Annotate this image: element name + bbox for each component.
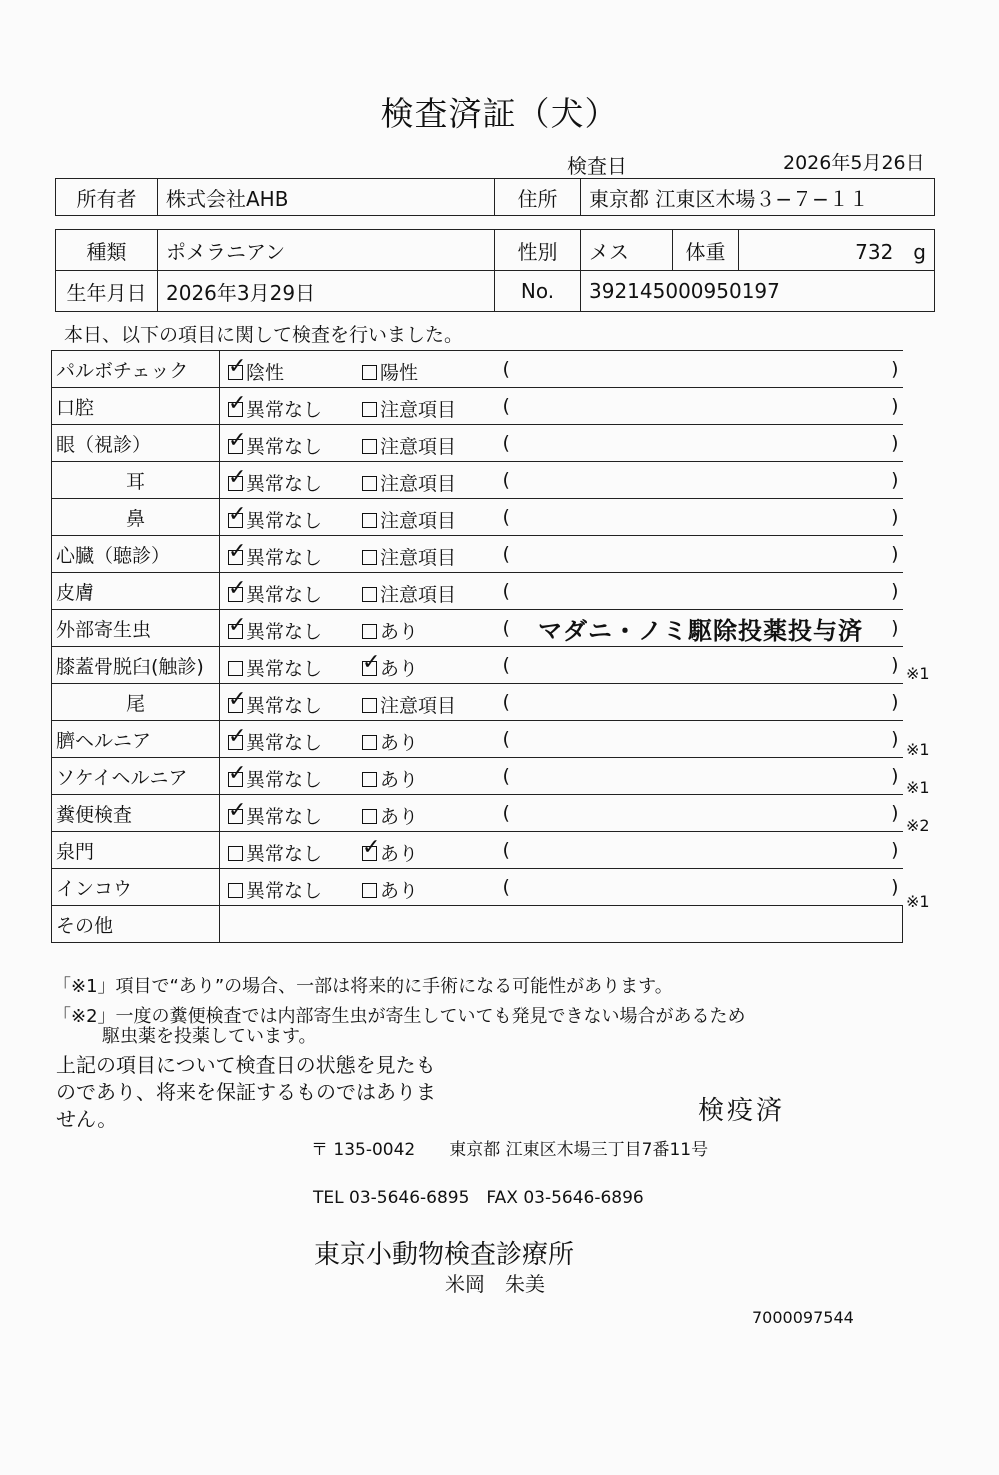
- option-label: 注意項目: [380, 695, 457, 717]
- close-paren: ): [891, 728, 899, 750]
- close-paren: ): [891, 765, 899, 787]
- check-item-text: 心臓（聴診）: [56, 544, 171, 567]
- check-item-text: 皮膚: [56, 581, 95, 604]
- option-label: あり: [380, 769, 419, 791]
- check-item-label: [52, 721, 220, 758]
- option-label: 注意項目: [380, 584, 457, 606]
- option-label: あり: [380, 658, 419, 680]
- check-item-label: [52, 536, 220, 573]
- address-label: 住所: [495, 179, 581, 216]
- option-normal-checkbox[interactable]: [228, 576, 323, 607]
- option-normal-checkbox[interactable]: [228, 724, 323, 755]
- close-paren: ): [891, 432, 899, 454]
- checkbox-icon: [228, 539, 247, 565]
- close-paren: ): [891, 543, 899, 565]
- address-value: 東京都 江東区木場３−７−１１: [581, 179, 935, 216]
- check-item-label: [52, 573, 220, 610]
- option-label: 注意項目: [380, 510, 457, 532]
- check-options: [220, 795, 495, 832]
- option-label: 陰性: [246, 362, 285, 384]
- close-paren: ): [891, 691, 899, 713]
- check-item-text: 外部寄生虫: [56, 618, 152, 641]
- open-paren: (: [502, 654, 510, 676]
- check-row: [52, 610, 903, 647]
- check-row: [52, 388, 903, 425]
- open-paren: (: [502, 469, 510, 491]
- option-label: 異常なし: [246, 547, 323, 569]
- check-row: [52, 721, 903, 758]
- owner-label: 所有者: [56, 179, 158, 216]
- option-finding-checkbox[interactable]: [362, 395, 456, 422]
- check-options: [220, 832, 495, 869]
- footnote-2: 「※2」一度の糞便検査では内部寄生虫が寄生していても発見できない場合があるため: [53, 1006, 746, 1027]
- clinic-phone: TEL 03-5646-6895 FAX 03-5646-6896: [313, 1188, 644, 1208]
- check-note: [495, 425, 903, 462]
- check-item-label: [52, 795, 220, 832]
- checkbox-icon: [362, 883, 377, 898]
- option-label: 異常なし: [246, 732, 323, 754]
- birth-value: 2026年3月29日: [158, 271, 495, 312]
- check-mark-icon: ✓: [228, 724, 247, 749]
- check-item-text: 口腔: [56, 396, 95, 419]
- option-normal-checkbox[interactable]: [228, 761, 323, 792]
- inspection-date-label: 検査日: [567, 154, 627, 178]
- check-options: [220, 869, 495, 906]
- check-note: [495, 499, 903, 536]
- option-label: 異常なし: [246, 584, 323, 606]
- option-label: 異常なし: [246, 843, 323, 865]
- check-mark-icon: ✓: [228, 576, 247, 601]
- check-note: [495, 832, 903, 869]
- check-options: [220, 425, 495, 462]
- option-finding-checkbox[interactable]: [362, 765, 418, 792]
- check-item-label: [52, 388, 220, 425]
- open-paren: (: [502, 691, 510, 713]
- check-row: [52, 869, 903, 906]
- open-paren: (: [502, 728, 510, 750]
- other-value: [220, 906, 903, 943]
- close-paren: ): [891, 395, 899, 417]
- check-options: [220, 462, 495, 499]
- check-note: [495, 758, 903, 795]
- document-title: 検査済証（犬）: [380, 94, 619, 133]
- option-finding-checkbox[interactable]: [362, 469, 456, 496]
- checkbox-icon: [228, 687, 247, 713]
- check-item-text: 膝蓋骨脱臼(触診): [56, 655, 204, 678]
- check-mark-icon: ✓: [362, 650, 381, 675]
- check-mark-icon: ✓: [228, 502, 247, 527]
- check-item-label: [52, 499, 220, 536]
- check-options: [220, 647, 495, 684]
- checkbox-icon: [228, 391, 247, 417]
- option-label: 注意項目: [380, 399, 457, 421]
- close-paren: ): [891, 358, 899, 380]
- other-row: [52, 906, 903, 943]
- footnote-mark: ※1: [906, 892, 930, 911]
- checkbox-icon: [362, 365, 377, 380]
- option-normal-checkbox[interactable]: [228, 654, 322, 681]
- check-item-text: パルボチェック: [56, 359, 189, 382]
- check-item-text: 耳: [125, 470, 145, 493]
- check-note: [495, 388, 903, 425]
- close-paren: ): [891, 802, 899, 824]
- check-note: [495, 536, 903, 573]
- checkbox-icon: [228, 761, 247, 787]
- option-normal-checkbox[interactable]: [228, 613, 323, 644]
- option-label: 異常なし: [246, 806, 323, 828]
- check-options: [220, 536, 495, 573]
- check-options: [220, 573, 495, 610]
- checkbox-icon: [362, 809, 377, 824]
- check-note: [495, 462, 903, 499]
- clinic-address: 〒 135-0042 東京都 江東区木場三丁目7番11号: [311, 1140, 709, 1160]
- check-row: [52, 462, 903, 499]
- option-label: 異常なし: [246, 695, 323, 717]
- checkbox-icon: [228, 798, 247, 824]
- option-finding-checkbox[interactable]: [362, 617, 418, 644]
- clinic-name: 東京小動物検査診療所: [314, 1240, 575, 1270]
- footnote-mark: ※1: [906, 740, 930, 759]
- open-paren: (: [502, 432, 510, 454]
- check-options: [220, 388, 495, 425]
- option-finding-checkbox[interactable]: [362, 835, 419, 866]
- checkbox-icon: [362, 735, 377, 750]
- option-label: あり: [380, 843, 419, 865]
- breed-label: 種類: [56, 230, 158, 271]
- check-row: [52, 499, 903, 536]
- check-row: [52, 832, 903, 869]
- option-label: あり: [380, 806, 419, 828]
- option-label: 異常なし: [246, 473, 323, 495]
- check-item-label: [52, 462, 220, 499]
- check-item-label: [52, 610, 220, 647]
- checkbox-icon: [362, 476, 377, 491]
- no-label: No.: [495, 271, 581, 312]
- breed-value: ポメラニアン: [158, 230, 495, 271]
- checkbox-icon: [362, 624, 377, 639]
- check-mark-icon: ✓: [228, 539, 247, 564]
- note-text: マダニ・ノミ駆除投薬投与済: [538, 616, 863, 645]
- other-label: その他: [52, 906, 220, 943]
- checkbox-icon: [228, 846, 243, 861]
- check-note: [495, 647, 903, 684]
- checkbox-icon: [228, 613, 247, 639]
- checkbox-icon: [362, 402, 377, 417]
- option-finding-checkbox[interactable]: [362, 543, 456, 570]
- open-paren: (: [502, 358, 510, 380]
- check-row: [52, 684, 903, 721]
- quarantine-stamp: 検疫済: [698, 1096, 786, 1126]
- check-options: [220, 758, 495, 795]
- open-paren: (: [502, 580, 510, 602]
- check-row: [52, 647, 903, 684]
- open-paren: (: [502, 839, 510, 861]
- check-mark-icon: ✓: [228, 428, 247, 453]
- option-finding-checkbox[interactable]: [362, 728, 418, 755]
- option-label: 注意項目: [380, 436, 457, 458]
- checkbox-icon: [228, 724, 247, 750]
- close-paren: ): [891, 469, 899, 491]
- check-mark-icon: ✓: [228, 613, 247, 638]
- check-note: [495, 684, 903, 721]
- option-label: あり: [380, 732, 419, 754]
- check-options: [220, 721, 495, 758]
- check-item-label: [52, 869, 220, 906]
- footnote-mark: ※1: [906, 664, 930, 683]
- check-options: [220, 499, 495, 536]
- option-normal-checkbox[interactable]: [228, 465, 323, 496]
- disclaimer: 上記の項目について検査日の状態を見たものであり、将来を保証するものではありません。: [56, 1053, 436, 1131]
- checkbox-icon: [362, 835, 381, 861]
- option-normal-checkbox[interactable]: [228, 539, 323, 570]
- checkbox-icon: [362, 439, 377, 454]
- sex-label: 性別: [495, 230, 581, 271]
- check-item-label: [52, 647, 220, 684]
- close-paren: ): [891, 617, 899, 639]
- check-note: [495, 573, 903, 610]
- check-item-label: [52, 351, 220, 388]
- open-paren: (: [502, 543, 510, 565]
- intro-text: 本日、以下の項目に関して検査を行いました。: [64, 324, 464, 346]
- birth-label: 生年月日: [56, 271, 158, 312]
- check-item-text: 尾: [125, 692, 145, 715]
- check-mark-icon: ✓: [228, 391, 247, 416]
- option-label: 注意項目: [380, 473, 457, 495]
- checkbox-icon: [228, 883, 243, 898]
- checkbox-icon: [362, 650, 381, 676]
- checkbox-icon: [362, 772, 377, 787]
- close-paren: ): [891, 506, 899, 528]
- check-item-text: ソケイヘルニア: [56, 766, 188, 789]
- document-code: 7000097544: [752, 1308, 854, 1327]
- option-finding-checkbox[interactable]: [362, 691, 456, 718]
- option-normal-checkbox[interactable]: [228, 839, 322, 866]
- owner-value: 株式会社AHB: [158, 179, 495, 216]
- option-normal-checkbox[interactable]: [228, 428, 323, 459]
- check-note: [495, 351, 903, 388]
- checkbox-icon: [228, 576, 247, 602]
- option-normal-checkbox[interactable]: [228, 798, 323, 829]
- option-finding-checkbox[interactable]: [362, 580, 456, 607]
- option-label: 異常なし: [246, 399, 323, 421]
- checkbox-icon: [228, 502, 247, 528]
- close-paren: ): [891, 839, 899, 861]
- check-item-label: [52, 832, 220, 869]
- check-note: [495, 869, 903, 906]
- checkbox-icon: [228, 354, 247, 380]
- option-finding-checkbox[interactable]: [362, 506, 456, 533]
- check-item-text: 糞便検査: [56, 803, 133, 826]
- check-options: [220, 351, 495, 388]
- inspection-date-value: 2026年5月26日: [783, 152, 925, 174]
- check-item-label: [52, 758, 220, 795]
- option-label: 異常なし: [246, 510, 323, 532]
- checkbox-icon: [228, 661, 243, 676]
- option-finding-checkbox[interactable]: [362, 802, 418, 829]
- check-row: [52, 351, 903, 388]
- weight-label: 体重: [673, 230, 739, 271]
- check-mark-icon: ✓: [228, 354, 247, 379]
- option-label: 異常なし: [246, 621, 323, 643]
- open-paren: (: [502, 876, 510, 898]
- checkbox-icon: [362, 513, 377, 528]
- check-row: [52, 536, 903, 573]
- option-label: 異常なし: [246, 436, 323, 458]
- check-table: [51, 350, 903, 943]
- owner-table: [55, 178, 935, 216]
- option-finding-checkbox[interactable]: [362, 650, 419, 681]
- option-normal-checkbox[interactable]: [228, 876, 322, 903]
- option-normal-checkbox[interactable]: [228, 502, 323, 533]
- option-label: 異常なし: [246, 658, 323, 680]
- checkbox-icon: [228, 465, 247, 491]
- footnote-mark: ※2: [906, 816, 930, 835]
- check-item-text: 鼻: [125, 507, 145, 530]
- check-row: [52, 425, 903, 462]
- check-mark-icon: ✓: [228, 465, 247, 490]
- no-value: 392145000950197: [581, 271, 935, 312]
- option-label: 異常なし: [246, 769, 323, 791]
- option-finding-checkbox[interactable]: [362, 358, 418, 385]
- open-paren: (: [502, 765, 510, 787]
- checkbox-icon: [228, 428, 247, 454]
- open-paren: (: [502, 617, 510, 639]
- check-item-text: 眼（視診）: [56, 433, 152, 456]
- check-mark-icon: ✓: [228, 798, 247, 823]
- checkbox-icon: [362, 698, 377, 713]
- check-note: [495, 721, 903, 758]
- close-paren: ): [891, 654, 899, 676]
- option-normal-checkbox[interactable]: [228, 354, 285, 385]
- check-mark-icon: ✓: [228, 687, 247, 712]
- check-mark-icon: ✓: [362, 835, 381, 860]
- footnote-1: 「※1」項目で“あり”の場合、一部は将来的に手術になる可能性があります。: [53, 976, 673, 997]
- check-mark-icon: ✓: [228, 761, 247, 786]
- checkbox-icon: [362, 587, 377, 602]
- option-finding-checkbox[interactable]: [362, 432, 456, 459]
- close-paren: ): [891, 580, 899, 602]
- open-paren: (: [502, 802, 510, 824]
- option-label: あり: [380, 880, 419, 902]
- option-normal-checkbox[interactable]: [228, 687, 323, 718]
- footnote-2-cont: 駆虫薬を投薬しています。: [102, 1026, 317, 1047]
- check-note: [495, 795, 903, 832]
- close-paren: ): [891, 876, 899, 898]
- check-note: [495, 610, 903, 647]
- option-label: 注意項目: [380, 547, 457, 569]
- check-item-label: [52, 684, 220, 721]
- check-row: [52, 573, 903, 610]
- check-row: [52, 795, 903, 832]
- option-finding-checkbox[interactable]: [362, 876, 418, 903]
- pet-table: [55, 229, 935, 312]
- open-paren: (: [502, 395, 510, 417]
- inspector-name: 米岡 朱美: [445, 1272, 545, 1296]
- check-item-text: 臍ヘルニア: [56, 729, 152, 752]
- check-item-text: インコウ: [56, 877, 133, 900]
- sex-value: メス: [581, 230, 673, 271]
- check-item-text: 泉門: [56, 840, 95, 863]
- weight-value: 732 g: [739, 230, 935, 271]
- checkbox-icon: [362, 550, 377, 565]
- check-options: [220, 610, 495, 647]
- option-label: 異常なし: [246, 880, 323, 902]
- check-row: [52, 758, 903, 795]
- option-normal-checkbox[interactable]: [228, 391, 323, 422]
- option-label: 陽性: [380, 362, 419, 384]
- option-label: あり: [380, 621, 419, 643]
- check-item-label: [52, 425, 220, 462]
- open-paren: (: [502, 506, 510, 528]
- footnote-mark: ※1: [906, 778, 930, 797]
- check-options: [220, 684, 495, 721]
